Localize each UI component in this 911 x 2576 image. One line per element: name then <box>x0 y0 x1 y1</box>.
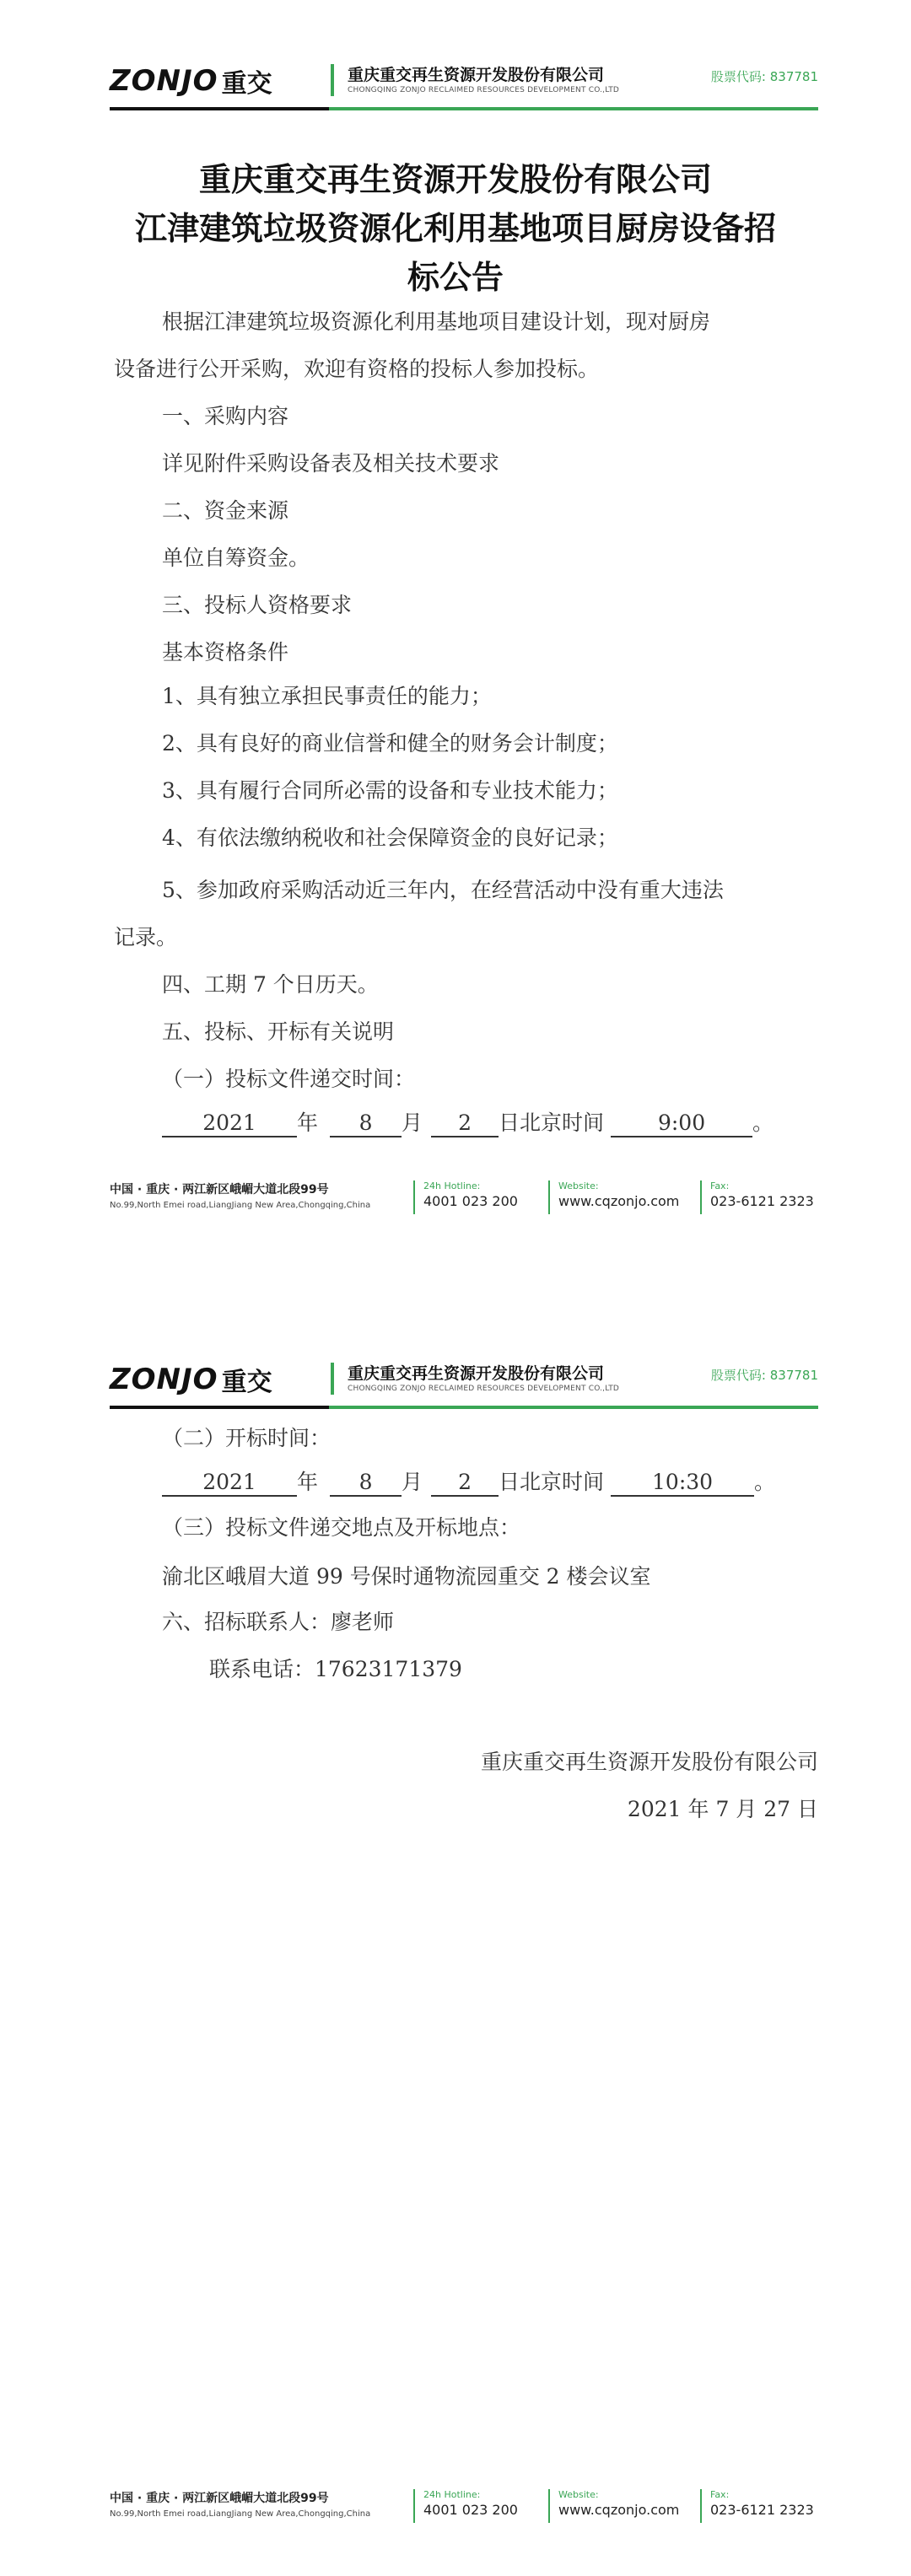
logo-wordmark: ZONJO <box>110 64 218 98</box>
section-5-title: 五、投标、开标有关说明 <box>162 1019 395 1044</box>
opening-day: 2 <box>431 1470 499 1497</box>
logo-cn: 重交 <box>221 69 272 99</box>
letterhead-divider <box>331 64 334 96</box>
company-logo <box>110 62 272 99</box>
opening-month-suffix: 月 <box>402 1470 423 1494</box>
fax-label: Fax: <box>710 2489 730 2500</box>
opening-day-suffix: 日北京时间 <box>499 1470 605 1494</box>
footer <box>110 1180 818 1223</box>
opening-year-suffix: 年 <box>297 1470 319 1494</box>
submission-end: 。 <box>752 1111 774 1135</box>
letterhead <box>110 1351 818 1427</box>
letterhead-company-en: CHONGQING ZONJO RECLAIMED RESOURCES DEVELOPMENT CO.,LTD <box>348 1385 620 1393</box>
letterhead <box>110 52 818 128</box>
fax-label: Fax: <box>710 1180 730 1191</box>
footer-address-cn: 中国 · 重庆 · 两江新区峨嵋大道北段99号 <box>110 2492 329 2505</box>
requirement-1: 1、具有独立承担民事责任的能力； <box>162 684 492 708</box>
hotline-number: 4001 023 200 <box>423 1193 518 1209</box>
doc-title-line3: 标公告 <box>407 258 504 296</box>
letterhead-company-cn: 重庆重交再生资源开发股份有限公司 <box>348 1364 605 1383</box>
footer-divider <box>548 2489 550 2523</box>
letterhead-divider <box>331 1363 334 1395</box>
section-3-title: 三、投标人资格要求 <box>162 593 353 617</box>
website-url: www.cqzonjo.com <box>558 1193 680 1209</box>
requirement-4: 4、有依法缴纳税收和社会保障资金的良好记录； <box>162 826 618 850</box>
section-2-body: 单位自筹资金。 <box>162 546 310 570</box>
opening-end: 。 <box>754 1470 776 1494</box>
section-1-body: 详见附件采购设备表及相关技术要求 <box>162 451 500 476</box>
logo-wordmark: ZONJO <box>110 1363 218 1396</box>
letterhead-company-cn: 重庆重交再生资源开发股份有限公司 <box>348 66 605 84</box>
submission-year-suffix: 年 <box>297 1111 319 1135</box>
letterhead-rule-accent <box>110 107 329 110</box>
doc-title-line1: 重庆重交再生资源开发股份有限公司 <box>198 160 712 198</box>
opening-clock: 10:30 <box>611 1470 754 1497</box>
footer <box>110 2489 818 2531</box>
document-page-1 <box>0 0 911 1282</box>
website-url: www.cqzonjo.com <box>558 2502 680 2518</box>
letterhead-company-en: CHONGQING ZONJO RECLAIMED RESOURCES DEVELOPMENT CO.,LTD <box>348 86 620 94</box>
footer-divider <box>700 2489 702 2523</box>
section-5-1: （一）投标文件递交时间： <box>162 1067 416 1091</box>
section-4: 四、工期 7 个日历天。 <box>162 972 379 997</box>
footer-divider <box>413 2489 415 2523</box>
footer-divider <box>700 1180 702 1214</box>
section-2-title: 二、资金来源 <box>162 498 289 523</box>
section-5-3: （三）投标文件递交地点及开标地点： <box>162 1515 521 1540</box>
requirement-5-line2: 记录。 <box>114 925 178 949</box>
bid-location: 渝北区峨眉大道 99 号保时通物流园重交 2 楼会议室 <box>162 1564 651 1589</box>
intro-line-2: 设备进行公开采购，欢迎有资格的投标人参加投标。 <box>114 357 600 381</box>
sign-date: 2021 年 7 月 27 日 <box>627 1797 818 1821</box>
doc-title-line2: 江津建筑垃圾资源化利用基地项目厨房设备招 <box>134 209 776 247</box>
hotline-label: 24h Hotline: <box>423 1180 481 1191</box>
section-6-contact: 六、招标联系人：廖老师 <box>162 1610 395 1634</box>
section-3-sub: 基本资格条件 <box>162 640 289 664</box>
signer-company: 重庆重交再生资源开发股份有限公司 <box>480 1750 818 1774</box>
section-1-title: 一、采购内容 <box>162 404 289 428</box>
footer-address-en: No.99,North Emei road,LiangJiang New Area,Chongqing,China <box>110 1201 371 1210</box>
requirement-2: 2、具有良好的商业信誉和健全的财务会计制度； <box>162 731 618 756</box>
opening-month: 8 <box>330 1470 402 1497</box>
footer-address-cn: 中国 · 重庆 · 两江新区峨嵋大道北段99号 <box>110 1183 329 1197</box>
opening-year: 2021 <box>162 1470 297 1497</box>
logo-cn: 重交 <box>221 1368 272 1397</box>
submission-day-suffix: 日北京时间 <box>499 1111 605 1135</box>
fax-number: 023-6121 2323 <box>710 1193 814 1209</box>
footer-address-en: No.99,North Emei road,LiangJiang New Area,Chongqing,China <box>110 2509 371 2519</box>
intro-line-1: 根据江津建筑垃圾资源化利用基地项目建设计划，现对厨房 <box>162 309 711 334</box>
submission-clock: 9:00 <box>611 1111 752 1137</box>
hotline-label: 24h Hotline: <box>423 2489 481 2500</box>
stock-code: 股票代码: 837781 <box>710 69 818 84</box>
contact-phone: 联系电话：17623171379 <box>209 1657 462 1681</box>
website-label: Website: <box>558 2489 599 2500</box>
section-5-2: （二）开标时间： <box>162 1426 332 1450</box>
stock-code: 股票代码: 837781 <box>710 1368 818 1383</box>
submission-year: 2021 <box>162 1111 297 1137</box>
requirement-5-line1: 5、参加政府采购活动近三年内，在经营活动中没有重大违法 <box>162 878 724 902</box>
opening-time-line <box>162 1465 775 1497</box>
submission-day: 2 <box>431 1111 499 1137</box>
fax-number: 023-6121 2323 <box>710 2502 814 2518</box>
hotline-number: 4001 023 200 <box>423 2502 518 2518</box>
letterhead-rule-accent <box>110 1406 329 1409</box>
submission-time-line <box>162 1106 774 1137</box>
website-label: Website: <box>558 1180 599 1191</box>
footer-divider <box>413 1180 415 1214</box>
document-page-2 <box>0 1282 911 2576</box>
company-logo <box>110 1361 272 1398</box>
submission-month: 8 <box>330 1111 402 1137</box>
footer-divider <box>548 1180 550 1214</box>
submission-month-suffix: 月 <box>402 1111 423 1135</box>
requirement-3: 3、具有履行合同所必需的设备和专业技术能力； <box>162 778 618 803</box>
